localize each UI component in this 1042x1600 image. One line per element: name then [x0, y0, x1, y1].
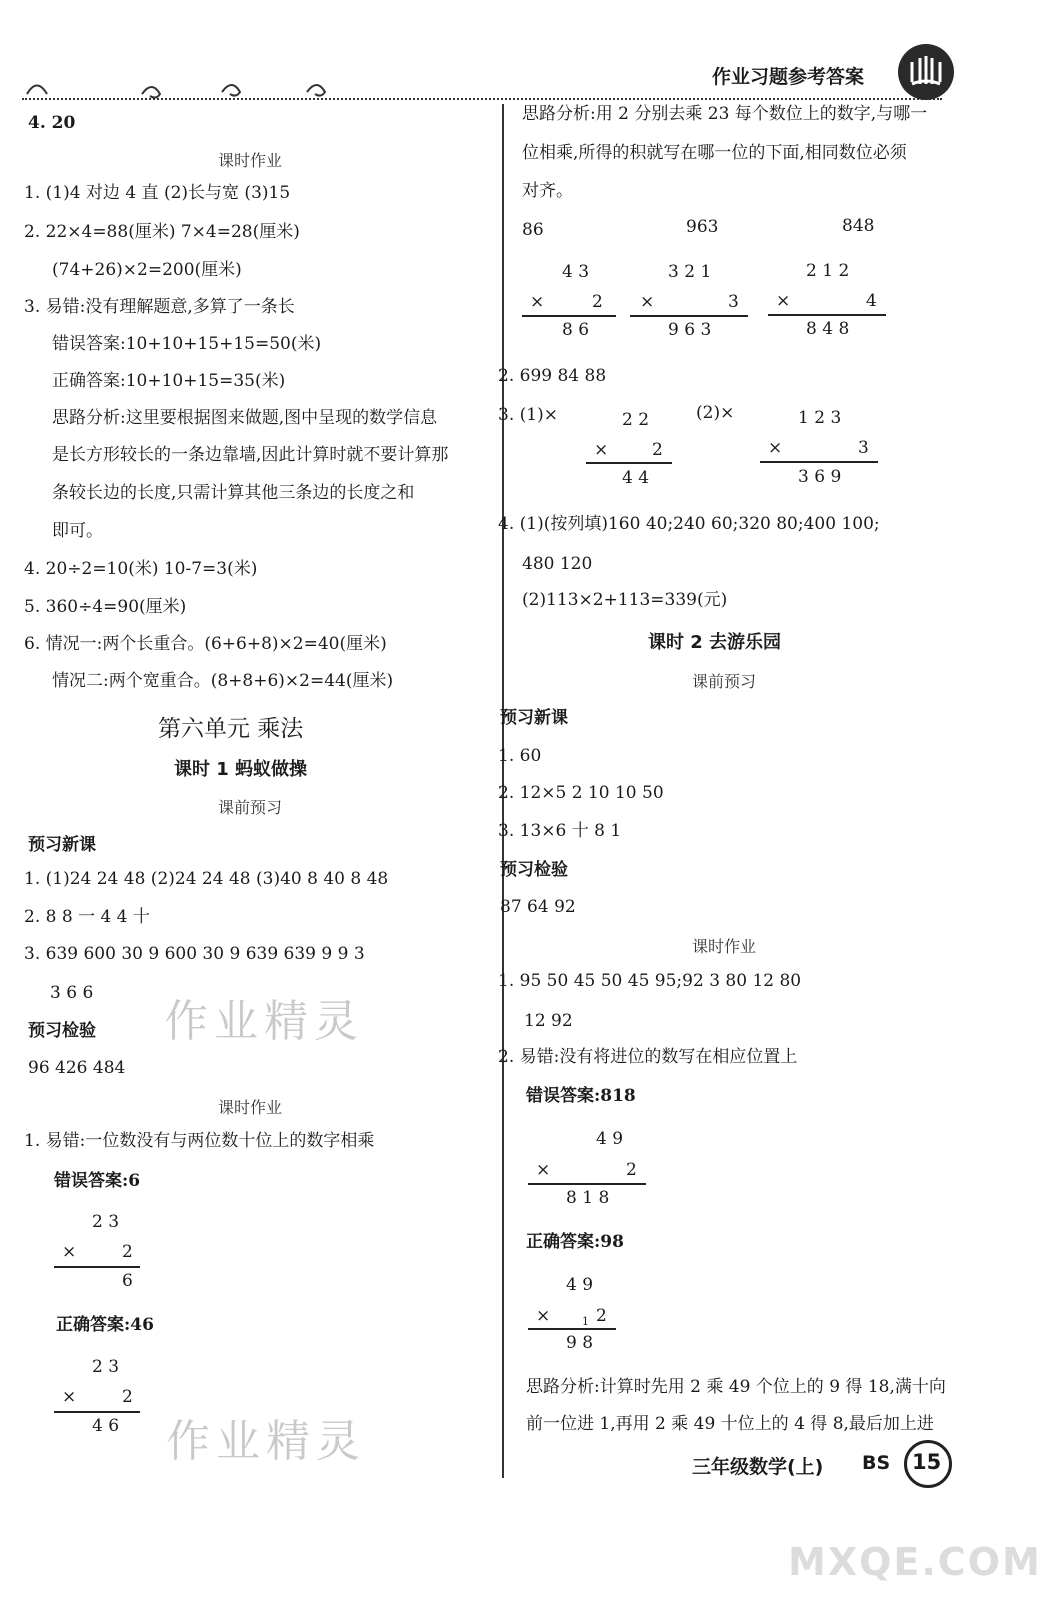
right-k2: 2. 易错:没有将进位的数写在相应位置上: [498, 1047, 798, 1067]
m3-row2: 4: [866, 291, 877, 311]
m4-line: [586, 462, 672, 464]
m4-row2: 2: [652, 440, 663, 460]
right-section-keshi: 课时作业: [692, 937, 757, 956]
mult-wrong-row1: 2 3: [92, 1212, 120, 1232]
header-title: 作业习题参考答案: [712, 66, 865, 88]
left-q3f: 条较长边的长度,只需计算其他三条边的长度之和: [52, 483, 415, 503]
m7-row1: 4 9: [566, 1275, 594, 1295]
lesson-2-title: 课时 2 去游乐园: [648, 632, 782, 653]
mult-wrong-op: ×: [62, 1242, 77, 1262]
left-q4: 4. 20÷2=10(米) 10-7=3(米): [24, 559, 258, 579]
m2-row2: 3: [728, 292, 739, 312]
right-k2-wrong: 错误答案:818: [526, 1086, 636, 1106]
m1-line: [522, 315, 616, 317]
section-keshi-zuoye-2: 课时作业: [218, 1098, 283, 1117]
right-jv: 87 64 92: [500, 897, 576, 917]
mult-wrong-line: [54, 1266, 140, 1268]
right-k1a: 1. 95 50 45 50 45 95;92 3 80 12 80: [498, 971, 802, 991]
left-q3e: 是长方形较长的一条边靠墙,因此计算时就不要计算那: [52, 445, 449, 465]
book-logo-icon: [898, 44, 954, 100]
m1-row1: 4 3: [562, 262, 590, 282]
lesson-1-title: 课时 1 蚂蚁做操: [174, 759, 308, 780]
left-k1: 1. 易错:一位数没有与两位数十位上的数字相乘: [24, 1131, 375, 1151]
m6-op: ×: [536, 1160, 551, 1180]
right-s1: 思路分析:用 2 分别去乘 23 每个数位上的数字,与哪一: [522, 104, 928, 124]
right-val-963: 963: [686, 217, 719, 237]
left-jv: 96 426 484: [28, 1058, 126, 1078]
m2-row1: 3 2 1: [668, 262, 712, 282]
watermark: 作业精灵: [164, 996, 364, 1047]
section-keshi-zuoye: 课时作业: [218, 151, 283, 170]
left-q6a: 6. 情况一:两个长重合。(6+6+8)×2=40(厘米): [24, 634, 387, 654]
m3-op: ×: [776, 291, 791, 311]
right-val-848: 848: [842, 216, 875, 236]
right-k3b: 前一位进 1,再用 2 乘 49 十位上的 4 得 8,最后加上进: [526, 1414, 934, 1434]
m3-row1: 2 1 2: [806, 261, 850, 281]
m2-line: [630, 315, 748, 317]
left-p3a: 3. 639 600 30 9 600 30 9 639 639 9 9 3: [24, 944, 365, 964]
right-k3a: 思路分析:计算时先用 2 乘 49 个位上的 9 得 18,满十向: [526, 1377, 946, 1397]
m1-op: ×: [530, 292, 545, 312]
m5-line: [760, 461, 878, 463]
left-p3b: 3 6 6: [50, 983, 94, 1003]
unit-title: 第六单元 乘法: [158, 716, 304, 742]
section-preview: 课前预习: [218, 798, 283, 817]
left-q2a: 2. 22×4=88(厘米) 7×4=28(厘米): [24, 222, 300, 242]
right-val-86: 86: [522, 220, 544, 240]
m2-op: ×: [640, 292, 655, 312]
m6-row1: 4 9: [596, 1129, 624, 1149]
m5-row1: 1 2 3: [798, 408, 842, 428]
m6-row2: 2: [626, 1160, 637, 1180]
m2-result: 9 6 3: [668, 320, 712, 340]
site-watermark: MXQE.COM: [788, 1540, 1042, 1584]
m4-op: ×: [594, 440, 609, 460]
m6-result: 8 1 8: [566, 1188, 610, 1208]
yuxi-xinke: 预习新课: [28, 835, 96, 855]
m3-result: 8 4 8: [806, 319, 850, 339]
right-s3: 对齐。: [522, 181, 573, 201]
left-q3b: 错误答案:10+10+15+15=50(米): [52, 334, 322, 354]
m1-result: 8 6: [562, 320, 590, 340]
left-p1: 1. (1)24 24 48 (2)24 24 48 (3)40 8 40 8 48: [24, 869, 389, 889]
right-k1b: 12 92: [524, 1011, 573, 1031]
left-p2: 2. 8 8 一 4 4 十: [24, 907, 150, 927]
left-q2b: (74+26)×2=200(厘米): [52, 260, 242, 280]
left-q1: 1. (1)4 对边 4 直 (2)长与宽 (3)15: [24, 183, 291, 203]
right-q4a: 4. (1)(按列填)160 40;240 60;320 80;400 100;: [498, 514, 880, 534]
m7-row2: 2: [596, 1306, 607, 1326]
right-section-preview: 课前预习: [692, 672, 757, 691]
m7-result: 9 8: [566, 1333, 594, 1353]
mult-wrong-result: 6: [122, 1271, 133, 1291]
m7-op: ×: [536, 1306, 551, 1326]
footer-grade: 三年级数学(上): [692, 1456, 824, 1478]
footer-edition: BS: [862, 1452, 891, 1474]
left-k1-wrong: 错误答案:6: [54, 1171, 141, 1191]
right-yuxi: 预习新课: [500, 708, 568, 728]
m6-line: [528, 1183, 646, 1185]
m7-carry: 1: [582, 1315, 589, 1328]
mult-right-row1: 2 3: [92, 1357, 120, 1377]
m4-result: 4 4: [622, 468, 650, 488]
decorative-swirl-icon: [22, 72, 342, 102]
left-q3g: 即可。: [52, 521, 103, 541]
left-k1-right: 正确答案:46: [56, 1315, 154, 1335]
m5-row2: 3: [858, 438, 869, 458]
m5-op: ×: [768, 438, 783, 458]
right-q3a: 3. (1)×: [498, 405, 558, 425]
right-q4c: (2)113×2+113=339(元): [522, 590, 728, 610]
m4-row1: 2 2: [622, 410, 650, 430]
mult-right-line: [54, 1411, 140, 1413]
left-q5: 5. 360÷4=90(厘米): [24, 597, 187, 617]
m5-result: 3 6 9: [798, 467, 842, 487]
left-q3a: 3. 易错:没有理解题意,多算了一条长: [24, 297, 295, 317]
page-number: 15: [912, 1450, 942, 1474]
right-p3: 3. 13×6 十 8 1: [498, 821, 622, 841]
mult-right-op: ×: [62, 1387, 77, 1407]
right-q3b: (2)×: [696, 403, 735, 423]
m3-line: [768, 314, 886, 316]
right-q4b: 480 120: [522, 554, 593, 574]
right-p1: 1. 60: [498, 746, 542, 766]
yuxi-jianyan: 预习检验: [28, 1021, 96, 1041]
right-s2: 位相乘,所得的积就写在哪一位的下面,相同数位必须: [522, 143, 907, 163]
left-q3c: 正确答案:10+10+15=35(米): [52, 371, 286, 391]
right-k2-right: 正确答案:98: [526, 1232, 624, 1252]
m7-line: [528, 1328, 616, 1330]
mult-right-row2: 2: [122, 1387, 133, 1407]
mult-right-result: 4 6: [92, 1416, 120, 1436]
left-q3d: 思路分析:这里要根据图来做题,图中呈现的数学信息: [52, 408, 438, 428]
left-q6b: 情况二:两个宽重合。(8+8+6)×2=44(厘米): [52, 671, 394, 691]
right-q2: 2. 699 84 88: [498, 366, 607, 386]
left-q4-answer: 4. 20: [28, 113, 76, 133]
mult-wrong-row2: 2: [122, 1242, 133, 1262]
watermark-2: 作业精灵: [166, 1416, 366, 1467]
right-p2: 2. 12×5 2 10 10 50: [498, 783, 664, 803]
m1-row2: 2: [592, 292, 603, 312]
right-jianyan: 预习检验: [500, 860, 568, 880]
